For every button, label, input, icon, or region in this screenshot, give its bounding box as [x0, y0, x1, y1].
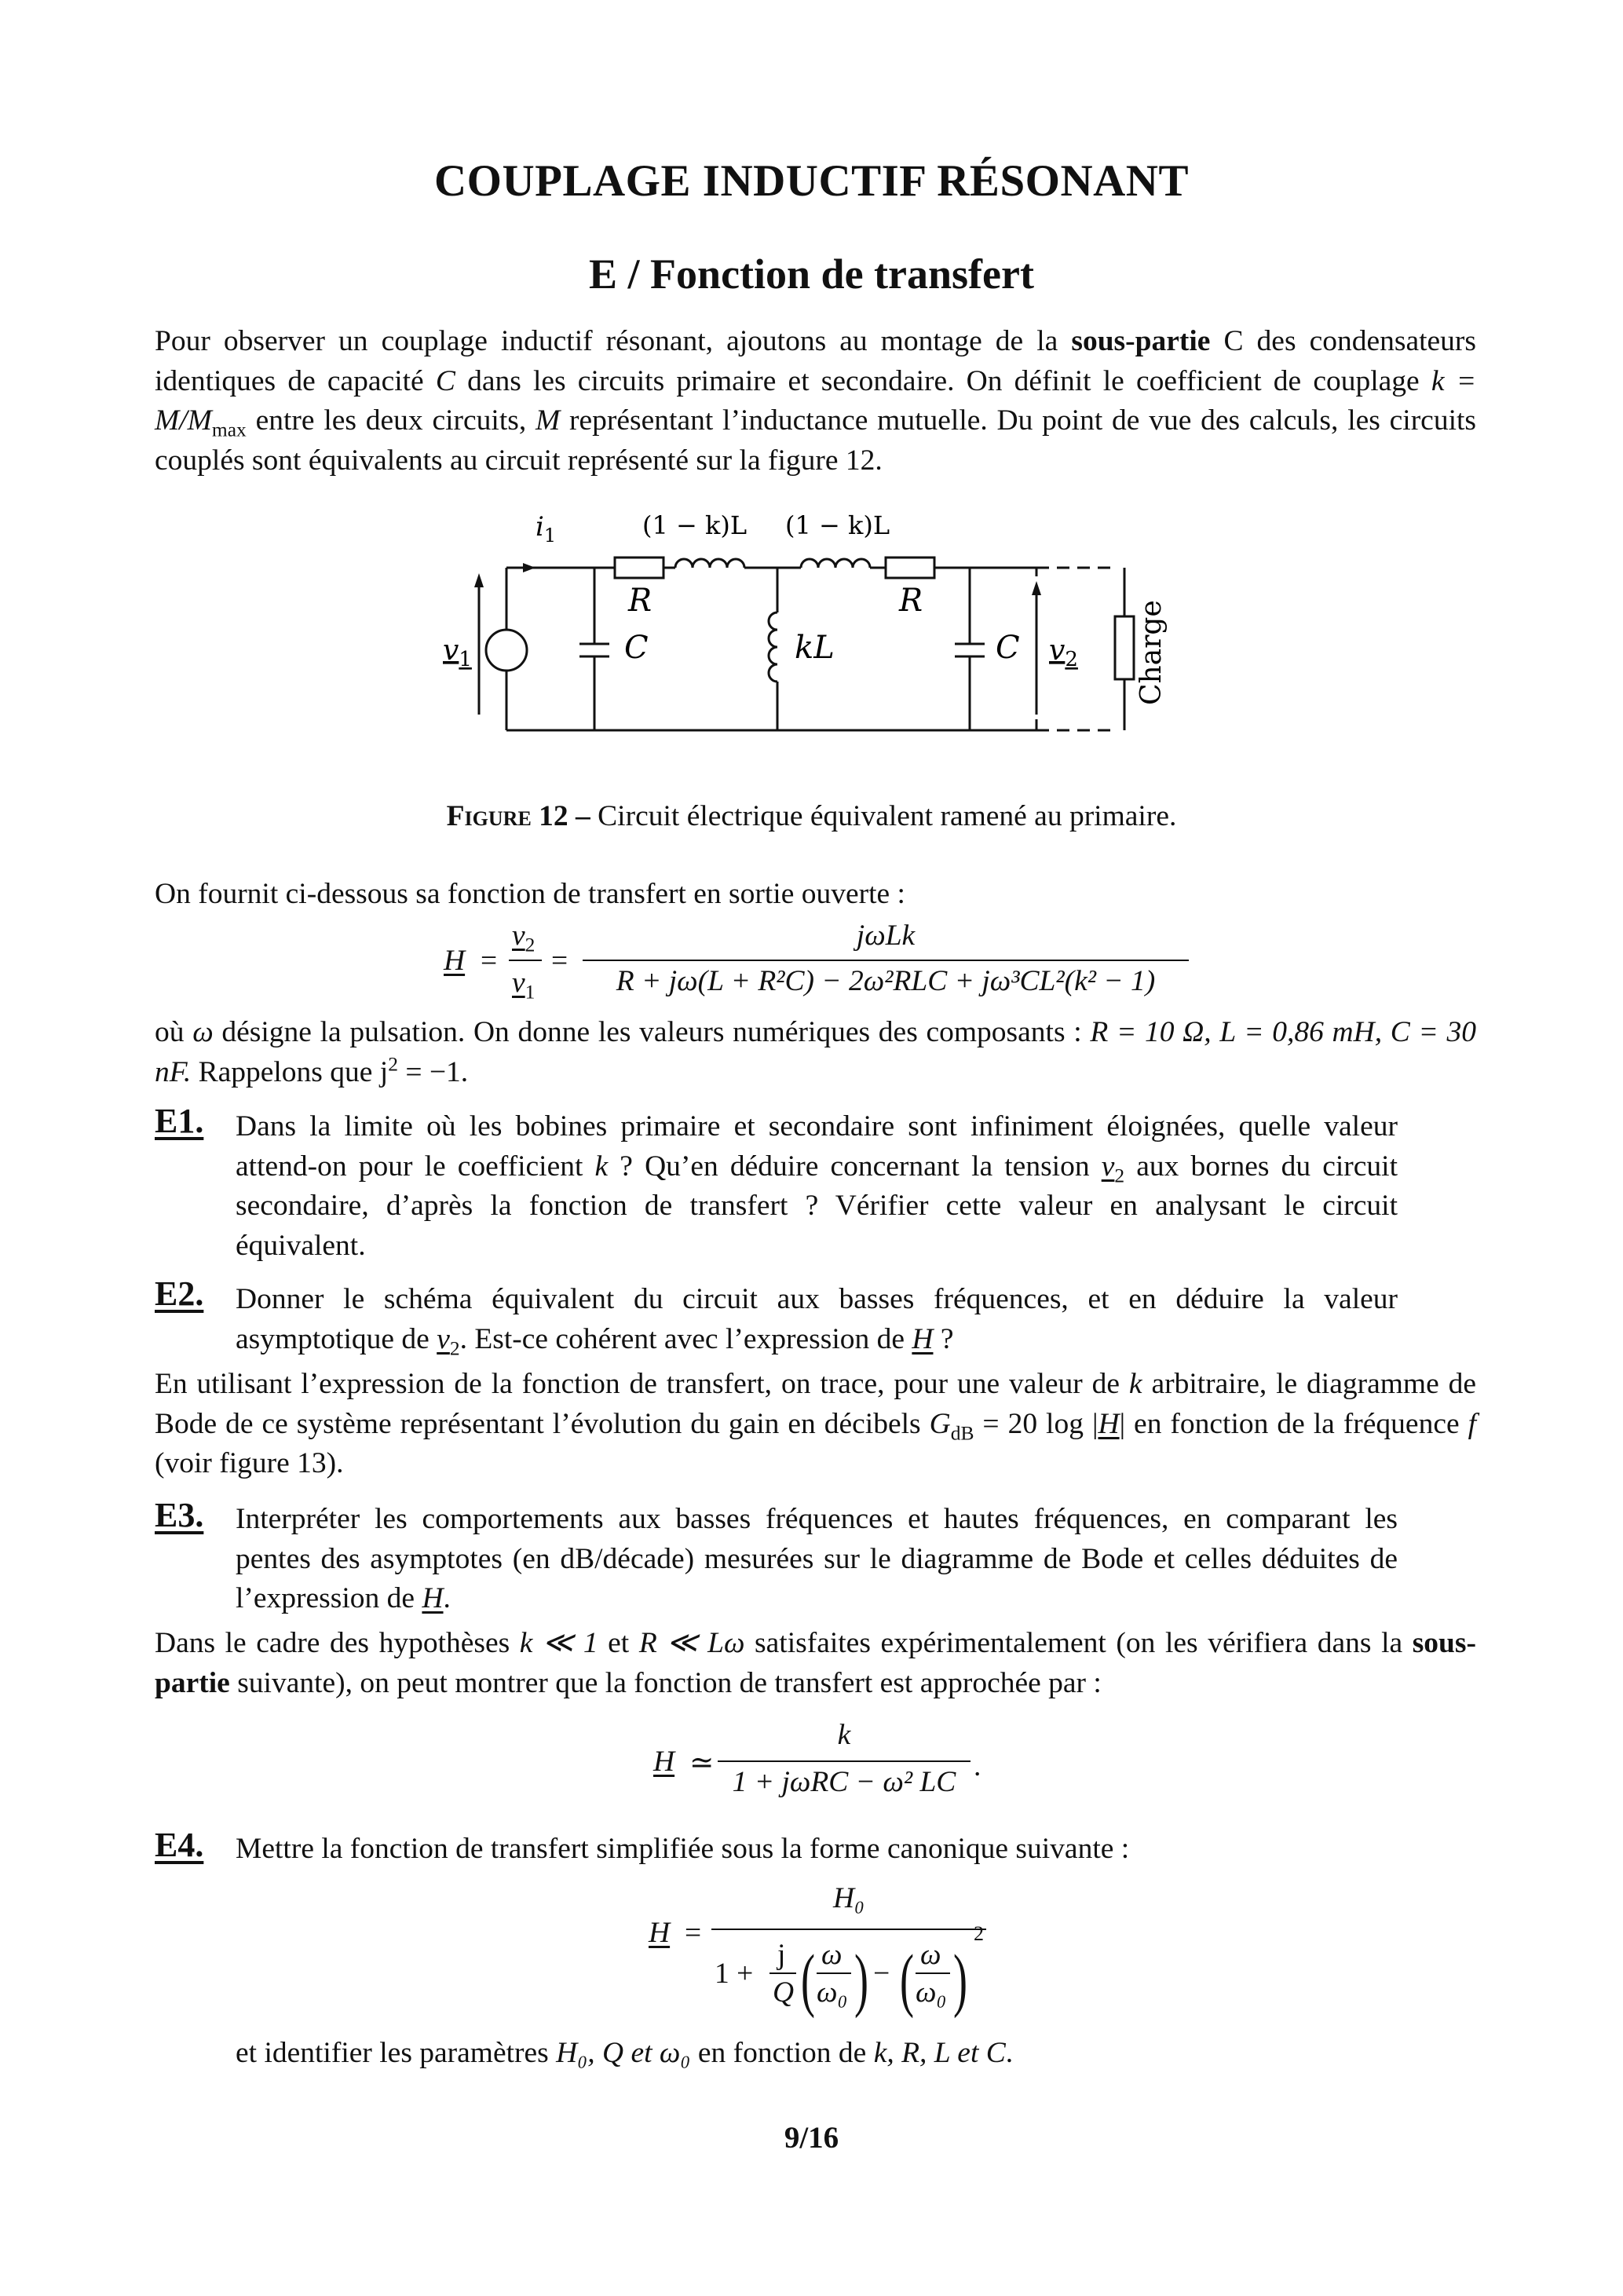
- question-e4-label: E4.: [155, 1826, 204, 1864]
- circuit-diagram: [440, 503, 1193, 738]
- section-title: E / Fonction de transfert: [589, 250, 1034, 298]
- mutual-inductance-label: kL: [795, 630, 835, 666]
- hypotheses-paragraph: Dans le cadre des hypothèses k ≪ 1 et R ≪ Lω satisfaites expérimentalement (on les vérifiera dans la sous-partie suivante), on peut montrer que la fonction de transfert est approchée par :: [155, 1627, 1476, 1699]
- document-title: COUPLAGE INDUCTIF RÉSONANT: [434, 156, 1189, 206]
- transfer-intro: On fournit ci-dessous sa fonction de transfert en sortie ouverte :: [155, 878, 905, 910]
- question-e1-label: E1.: [155, 1102, 204, 1140]
- resistor-right-label: R: [899, 583, 923, 619]
- figure-caption: Figure 12 – Circuit électrique équivalent ramené au primaire.: [446, 800, 1177, 832]
- canonical-form-equation: H = H₀ 1 + j Q ( ω ω₀ ) − ( ω ω₀ ) 2: [0, 1881, 1623, 2023]
- question-e1-text: Dans la limite où les bobines primaire et secondaire sont infiniment éloignées, quelle valeur attend-on pour le coefficient k ? Qu’en déduire concernant la tension $v_2$ aux bornes du circuit secondaire, d’après la fonction de transfert ? Vérifier cette valeur en analysant le circuit équivalent.: [236, 1110, 1398, 1262]
- inductance-label-left: (1 − k)L: [642, 510, 748, 540]
- resistor-left-label: R: [628, 583, 652, 619]
- capacitor-left-label: C: [624, 630, 649, 666]
- load-label: Charge: [1135, 600, 1168, 705]
- capacitor-right-label: C: [996, 630, 1020, 666]
- transfer-function-equation: H = $v_2$ $v_1$ = jωLk R + jω(L + R²C) − 2ω²RLC + jω³CL²(k² − 1): [0, 919, 1623, 1005]
- question-e4-identify: et identifier les paramètres H₀, Q et ω₀ en fonction de k, R, L et C.: [236, 2037, 1014, 2069]
- question-e4-text: Mettre la fonction de transfert simplifiée sous la forme canonique suivante :: [236, 1833, 1130, 1865]
- question-e3-label: E3.: [155, 1496, 204, 1534]
- voltage-v2-label: $v_2$: [1049, 634, 1078, 671]
- current-i1-label: $i_1$: [536, 511, 557, 547]
- voltage-v1-label: $v_1$: [443, 634, 472, 671]
- question-e2-text: Donner le schéma équivalent du circuit aux basses fréquences, et en déduire la valeur asymptotique de $v_2$. Est-ce cohérent avec l’expression de H ?: [236, 1283, 1398, 1359]
- bode-paragraph: En utilisant l’expression de la fonction de transfert, on trace, pour une valeur de k arbitraire, le diagramme de Bode de ce système représentant l’évolution du gain en décibels $G_{dB} = 20$ log |H| en fonction de la fréquence f (voir figure 13).: [155, 1368, 1477, 1479]
- page-number: 9/16: [784, 2121, 839, 2155]
- inductance-label-right: (1 − k)L: [785, 510, 890, 540]
- question-e2-label: E2.: [155, 1274, 204, 1313]
- intro-paragraph: Pour observer un couplage inductif résonant, ajoutons au montage de la sous-partie C des condensateurs identiques de capacité C dans les circuits primaire et secondaire. On définit le coefficient de couplage $k = M/M_{max}$ entre les deux circuits, M représentant l’inductance mutuelle. Du point de vue des calculs, les circuits couplés sont équivalents au circuit représenté sur la figure 12.: [155, 325, 1477, 477]
- component-values-paragraph: où ω désigne la pulsation. On donne les valeurs numériques des composants : R = 10 Ω, L = 0,86 mH, C = 30 nF. Rappelons que $j^2 = -1$.: [155, 1016, 1476, 1088]
- question-e3-text: Interpréter les comportements aux basses fréquences et hautes fréquences, en comparant les pentes des asymptotes (en dB/décade) mesurées sur le diagramme de Bode et celles déduites de l’expression de H.: [236, 1503, 1398, 1614]
- approximate-transfer-function: H ≃ k 1 + jωRC − ω² LC .: [653, 1719, 981, 1798]
